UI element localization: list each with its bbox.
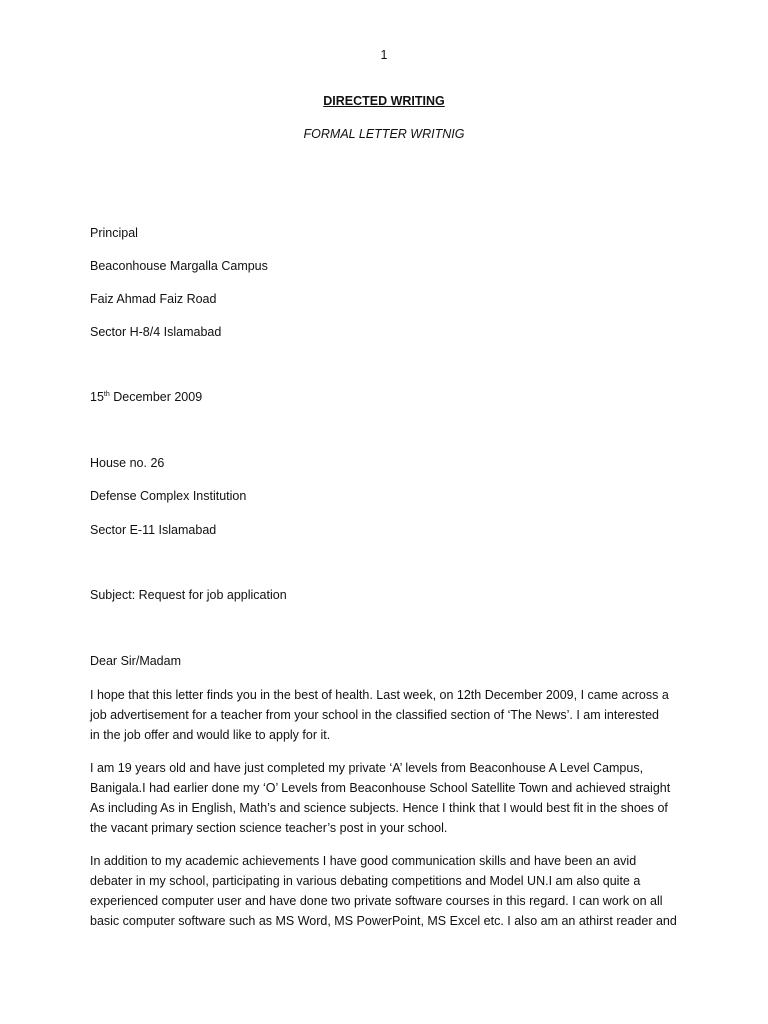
recipient-line-4: Sector H-8/4 Islamabad xyxy=(90,325,222,339)
paragraph-line: the vacant primary section science teacher’s post in your school. xyxy=(90,821,448,835)
letter-salutation: Dear Sir/Madam xyxy=(90,654,181,668)
document-heading: DIRECTED WRITING xyxy=(323,94,445,108)
paragraph-line: basic computer software such as MS Word, MS PowerPoint, MS Excel etc. I also am an athirst reader and xyxy=(90,914,677,928)
paragraph-line: Banigala.I had earlier done my ‘O’ Levels from Beaconhouse School Satellite Town and achieved straight xyxy=(90,781,671,795)
paragraph-line: job advertisement for a teacher from your school in the classified section of ‘The News’. I am interested xyxy=(90,708,660,722)
paragraph-line: I hope that this letter finds you in the best of health. Last week, on 12th December 2009, I came across a xyxy=(90,688,669,702)
paragraph-line: debater in my school, participating in various debating competitions and Model UN.I am also quite a xyxy=(90,874,641,888)
letter-date xyxy=(90,390,202,404)
page-number: 1 xyxy=(380,48,388,62)
letter-subject: Subject: Request for job application xyxy=(90,588,287,602)
sender-line-1: House no. 26 xyxy=(90,456,165,470)
paragraph-line: experienced computer user and have done two private software courses in this regard. I can work on all xyxy=(90,894,663,908)
paragraph-line: I am 19 years old and have just completed my private ‘A’ levels from Beaconhouse A Level Campus, xyxy=(90,761,644,775)
sender-line-3: Sector E-11 Islamabad xyxy=(90,523,217,537)
document-subheading: FORMAL LETTER WRITNIG xyxy=(303,127,465,141)
paragraph-line: As including As in English, Math’s and science subjects. Hence I think that I would best fit in the shoes of xyxy=(90,801,668,815)
paragraph-line: In addition to my academic achievements I have good communication skills and have been an avid xyxy=(90,854,637,868)
recipient-line-1: Principal xyxy=(90,226,138,240)
date-rest: December 2009 xyxy=(109,390,203,404)
body-paragraph-3 xyxy=(90,851,690,931)
paragraph-line: in the job offer and would like to apply for it. xyxy=(90,728,331,742)
date-suffix: th xyxy=(103,390,110,398)
recipient-line-2: Beaconhouse Margalla Campus xyxy=(90,259,268,273)
date-day: 15 xyxy=(90,390,104,404)
body-paragraph-1 xyxy=(90,685,690,745)
body-paragraph-2 xyxy=(90,758,690,838)
sender-line-2: Defense Complex Institution xyxy=(90,489,247,503)
recipient-line-3: Faiz Ahmad Faiz Road xyxy=(90,292,217,306)
